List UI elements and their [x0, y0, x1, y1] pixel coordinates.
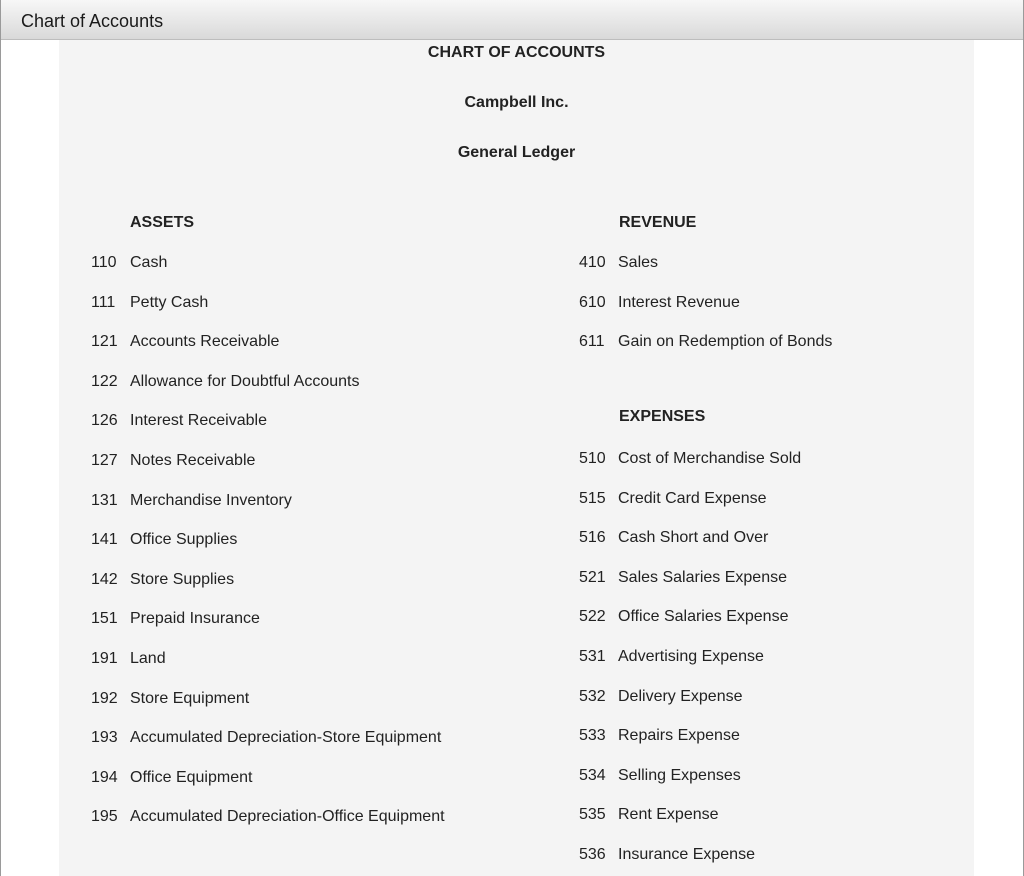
page-title: CHART OF ACCOUNTS [427, 44, 606, 61]
account-name: Land [130, 650, 166, 667]
account-number: 127 [91, 452, 118, 469]
account-number: 131 [91, 491, 118, 509]
account-row [579, 607, 788, 627]
account-name: Credit Card Expense [618, 489, 767, 507]
account-row [91, 253, 167, 273]
window-title-bar [1, 0, 1023, 40]
account-row [579, 568, 787, 588]
account-number: 111 [91, 293, 116, 311]
account-number: 610 [579, 293, 606, 311]
account-number: 192 [91, 689, 118, 707]
company-name: Campbell Inc. [464, 94, 569, 111]
account-number: 126 [91, 412, 118, 430]
revenue-section-title: REVENUE [619, 214, 697, 231]
expenses-section-title: EXPENSES [619, 408, 706, 425]
account-name: Accumulated Depreciation-Office Equipment [130, 808, 445, 826]
account-name: Petty Cash [130, 293, 209, 311]
account-number: 510 [579, 450, 606, 467]
account-number: 194 [91, 768, 118, 786]
account-name: Store Equipment [130, 689, 250, 707]
account-row [579, 253, 658, 273]
account-name: Sales [618, 254, 659, 271]
account-row [91, 649, 166, 669]
account-name: Selling Expenses [618, 766, 741, 784]
account-row [91, 451, 255, 471]
account-row [91, 728, 441, 748]
account-number: 515 [579, 489, 606, 507]
account-name: Insurance Expense [618, 846, 755, 863]
account-name: Store Supplies [130, 570, 235, 588]
account-name: Cost of Merchandise Sold [618, 450, 802, 467]
account-name: Sales Salaries Expense [618, 568, 787, 586]
account-row [579, 647, 764, 667]
account-row [579, 845, 755, 865]
account-row [579, 332, 832, 352]
account-number: 536 [579, 846, 606, 863]
account-row [91, 570, 234, 590]
account-name: Advertising Expense [618, 648, 764, 665]
account-row [579, 293, 740, 313]
account-name: Office Salaries Expense [618, 608, 789, 626]
ledger-name: General Ledger [457, 144, 576, 161]
account-name: Delivery Expense [618, 687, 743, 705]
account-number: 195 [91, 808, 118, 826]
account-name: Cash [130, 254, 168, 271]
account-row [579, 687, 743, 707]
account-row [579, 489, 767, 509]
account-row [91, 332, 279, 352]
account-name: Office Supplies [130, 531, 238, 549]
account-number: 521 [579, 568, 606, 586]
account-number: 611 [579, 333, 605, 351]
account-name: Allowance for Doubtful Accounts [130, 372, 360, 390]
account-name: Rent Expense [618, 806, 719, 824]
account-number: 151 [91, 610, 118, 628]
account-name: Accounts Receivable [130, 333, 280, 351]
account-number: 142 [91, 570, 118, 588]
account-number: 121 [91, 333, 118, 351]
account-row [579, 766, 741, 786]
account-number: 533 [579, 727, 606, 745]
account-number: 191 [91, 650, 118, 667]
account-name: Gain on Redemption of Bonds [618, 333, 833, 351]
account-row [91, 491, 292, 511]
account-number: 531 [579, 648, 606, 665]
account-number: 110 [91, 254, 117, 271]
account-row [91, 530, 237, 550]
account-name: Accumulated Depreciation-Store Equipment [130, 729, 442, 747]
account-row [579, 805, 719, 825]
account-number: 141 [91, 531, 118, 549]
account-row [579, 528, 768, 548]
account-row [91, 768, 252, 788]
account-name: Interest Receivable [130, 412, 267, 430]
account-row [91, 609, 260, 629]
account-number: 193 [91, 729, 118, 747]
assets-section-title: ASSETS [130, 214, 195, 231]
account-number: 516 [579, 529, 606, 547]
account-number: 522 [579, 608, 606, 626]
account-number: 534 [579, 766, 606, 784]
account-number: 535 [579, 806, 606, 824]
account-row [91, 293, 208, 313]
account-name: Office Equipment [130, 768, 253, 786]
account-row [91, 411, 267, 431]
account-name: Merchandise Inventory [130, 491, 292, 509]
account-number: 532 [579, 687, 606, 705]
account-name: Cash Short and Over [618, 529, 769, 547]
account-row [579, 726, 740, 746]
account-name: Notes Receivable [130, 452, 256, 469]
account-row [91, 689, 249, 709]
account-row [91, 372, 359, 392]
account-row [91, 807, 445, 827]
content-panel [59, 40, 974, 876]
account-row [579, 449, 801, 469]
window-title: Chart of Accounts [21, 11, 164, 31]
account-number: 122 [91, 372, 118, 390]
account-name: Interest Revenue [618, 293, 740, 311]
account-number: 410 [579, 254, 606, 271]
account-name: Repairs Expense [618, 727, 740, 745]
account-name: Prepaid Insurance [130, 610, 260, 628]
